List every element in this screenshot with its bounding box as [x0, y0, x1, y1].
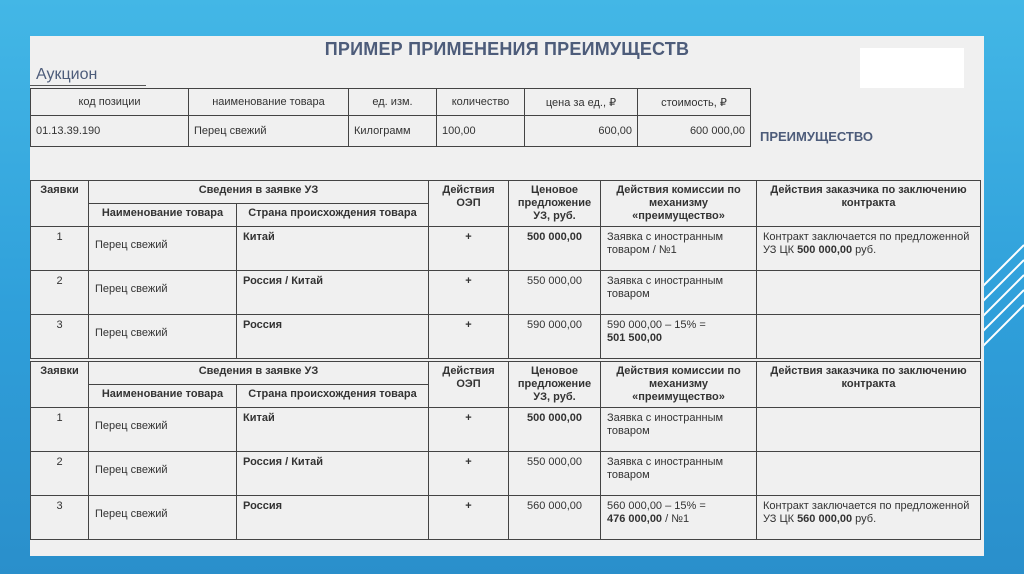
advantage-label: ПРЕИМУЩЕСТВО — [760, 129, 874, 144]
table-row — [31, 496, 981, 540]
table-row — [31, 408, 981, 452]
row-product: Перец свежий — [89, 315, 237, 359]
row-product: Перец свежий — [89, 496, 237, 540]
header-name: наименование товара — [189, 89, 349, 116]
header-commission: Действия комиссии по механизму «преимущество» — [601, 362, 757, 408]
row-commission: Заявка с иностранным товаром — [601, 271, 757, 315]
row-commission: Заявка с иностранным товаром — [601, 408, 757, 452]
row-price: 500 000,00 — [509, 227, 601, 271]
table-row — [31, 452, 981, 496]
subtitle-underline — [30, 85, 146, 86]
cell-code: 01.13.39.190 — [31, 116, 189, 147]
header-price-offer: Ценовое предложение УЗ, руб. — [509, 362, 601, 408]
row-customer — [757, 408, 981, 452]
row-product: Перец свежий — [89, 452, 237, 496]
row-number: 2 — [31, 271, 89, 315]
row-country: Россия — [237, 315, 429, 359]
cell-unit-price: 600,00 — [525, 116, 638, 147]
row-number: 2 — [31, 452, 89, 496]
header-applications: Заявки — [31, 181, 89, 227]
row-number: 1 — [31, 408, 89, 452]
row-number: 1 — [31, 227, 89, 271]
header-commission: Действия комиссии по механизму «преимущество» — [601, 181, 757, 227]
position-table-header — [31, 89, 751, 116]
table-row — [31, 227, 981, 271]
header-quantity: количество — [437, 89, 525, 116]
applications-table-2 — [30, 361, 981, 540]
row-country: Россия / Китай — [237, 452, 429, 496]
header-customer: Действия заказчика по заключению контракта — [757, 181, 981, 227]
customer-suffix: руб. — [852, 513, 877, 525]
commission-text: 560 000,00 – 15% = — [607, 500, 706, 512]
header-oep: Действия ОЭП — [429, 181, 509, 227]
row-oep: + — [429, 315, 509, 359]
cell-unit: Килограмм — [349, 116, 437, 147]
row-number: 3 — [31, 496, 89, 540]
header-country: Страна происхождения товара — [237, 385, 429, 408]
header-oep: Действия ОЭП — [429, 362, 509, 408]
header-product: Наименование товара — [89, 385, 237, 408]
customer-suffix: руб. — [852, 244, 877, 256]
row-customer — [757, 496, 981, 540]
commission-suffix: / №1 — [662, 513, 690, 525]
row-oep: + — [429, 408, 509, 452]
table-row — [31, 271, 981, 315]
commission-amount: 501 500,00 — [607, 332, 663, 344]
header-info: Сведения в заявке УЗ — [89, 181, 429, 204]
cell-cost: 600 000,00 — [638, 116, 751, 147]
row-customer — [757, 452, 981, 496]
header-info: Сведения в заявке УЗ — [89, 362, 429, 385]
row-oep: + — [429, 227, 509, 271]
commission-text: 590 000,00 – 15% = — [607, 319, 706, 331]
row-commission — [601, 315, 757, 359]
row-oep: + — [429, 496, 509, 540]
row-product: Перец свежий — [89, 227, 237, 271]
customer-text: Контракт заключается по предложенной УЗ ЦК — [763, 231, 970, 256]
header-applications: Заявки — [31, 362, 89, 408]
row-country: Китай — [237, 408, 429, 452]
header-price-offer: Ценовое предложение УЗ, руб. — [509, 181, 601, 227]
row-commission: Заявка с иностранным товаром — [601, 452, 757, 496]
header-cost: стоимость, ₽ — [638, 89, 751, 116]
row-country: Россия — [237, 496, 429, 540]
slide — [30, 36, 984, 556]
row-number: 3 — [31, 315, 89, 359]
row-commission — [601, 227, 757, 271]
row-customer — [757, 271, 981, 315]
subtitle: Аукцион — [36, 66, 98, 83]
row-price: 500 000,00 — [509, 408, 601, 452]
table-row — [31, 315, 981, 359]
page-title: ПРИМЕР ПРИМЕНЕНИЯ ПРЕИМУЩЕСТВ — [324, 39, 690, 59]
row-customer — [757, 315, 981, 359]
header-customer: Действия заказчика по заключению контракта — [757, 362, 981, 408]
row-commission — [601, 496, 757, 540]
position-row — [31, 116, 751, 147]
row-country: Россия / Китай — [237, 271, 429, 315]
customer-amount: 560 000,00 — [797, 513, 853, 525]
header-unit: ед. изм. — [349, 89, 437, 116]
row-price: 590 000,00 — [509, 315, 601, 359]
customer-text: Контракт заключается по предложенной УЗ ЦК — [763, 500, 970, 525]
row-product: Перец свежий — [89, 271, 237, 315]
row-product: Перец свежий — [89, 408, 237, 452]
cell-quantity: 100,00 — [437, 116, 525, 147]
commission-amount: 476 000,00 — [607, 513, 663, 525]
row-price: 550 000,00 — [509, 271, 601, 315]
row-price: 560 000,00 — [509, 496, 601, 540]
row-country: Китай — [237, 227, 429, 271]
row-oep: + — [429, 271, 509, 315]
header-country: Страна происхождения товара — [237, 204, 429, 227]
row-customer — [757, 227, 981, 271]
header-product: Наименование товара — [89, 204, 237, 227]
commission-text: Заявка с иностранным товаром / №1 — [607, 231, 724, 256]
header-unit-price: цена за ед., ₽ — [525, 89, 638, 116]
customer-amount: 500 000,00 — [797, 244, 853, 256]
cell-name: Перец свежий — [189, 116, 349, 147]
row-price: 550 000,00 — [509, 452, 601, 496]
applications-table-1 — [30, 180, 981, 359]
position-table — [30, 88, 751, 147]
row-oep: + — [429, 452, 509, 496]
header-code: код позиции — [31, 89, 189, 116]
